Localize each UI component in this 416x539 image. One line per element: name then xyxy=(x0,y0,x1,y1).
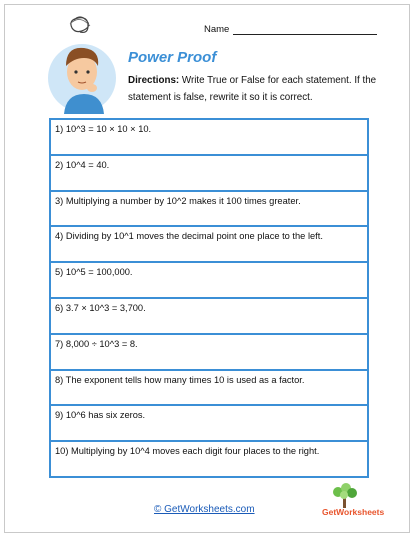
directions-label: Directions: xyxy=(128,75,180,86)
worksheet-title: Power Proof xyxy=(128,49,217,66)
statement-row[interactable] xyxy=(51,404,367,440)
logo-text-get: GetWork xyxy=(322,507,358,517)
statement-text: 8) The exponent tells how many times 10 is used as a factor. xyxy=(55,374,305,385)
name-blank-line[interactable] xyxy=(233,25,377,35)
statement-row[interactable] xyxy=(51,333,367,369)
statement-row[interactable] xyxy=(51,190,367,226)
name-field[interactable] xyxy=(204,24,377,35)
statement-row[interactable] xyxy=(51,297,367,333)
getworksheets-link[interactable]: © GetWorksheets.com xyxy=(154,504,255,515)
statements-table xyxy=(49,118,369,478)
statement-row[interactable] xyxy=(51,369,367,405)
statement-text: 5) 10^5 = 100,000. xyxy=(55,267,133,278)
statement-text: 6) 3.7 × 10^3 = 3,700. xyxy=(55,302,146,313)
statement-row[interactable] xyxy=(51,261,367,297)
statement-row[interactable] xyxy=(51,154,367,190)
thinking-boy-illustration xyxy=(44,14,126,114)
statement-text: 3) Multiplying a number by 10^2 makes it 100 times greater. xyxy=(55,195,301,206)
directions-text: Write True or False for each statement. If the statement is false, rewrite it so it is correct. xyxy=(128,75,377,103)
statement-row[interactable] xyxy=(51,120,367,154)
tree-logo-icon xyxy=(316,482,374,528)
statement-text: 10) Multiplying by 10^4 moves each digit four places to the right. xyxy=(55,446,320,457)
statement-text: 2) 10^4 = 40. xyxy=(55,159,110,170)
logo-text xyxy=(322,507,384,517)
logo-text-sheets: sheets xyxy=(357,507,385,517)
statement-text: 4) Dividing by 10^1 moves the decimal point one place to the left. xyxy=(55,231,323,242)
statement-row[interactable] xyxy=(51,440,367,476)
directions xyxy=(128,72,398,106)
statement-row[interactable] xyxy=(51,225,367,261)
statement-text: 7) 8,000 ÷ 10^3 = 8. xyxy=(55,338,138,349)
statement-text: 9) 10^6 has six zeros. xyxy=(55,410,146,421)
name-label: Name xyxy=(204,24,230,35)
statement-text: 1) 10^3 = 10 × 10 × 10. xyxy=(55,124,152,134)
